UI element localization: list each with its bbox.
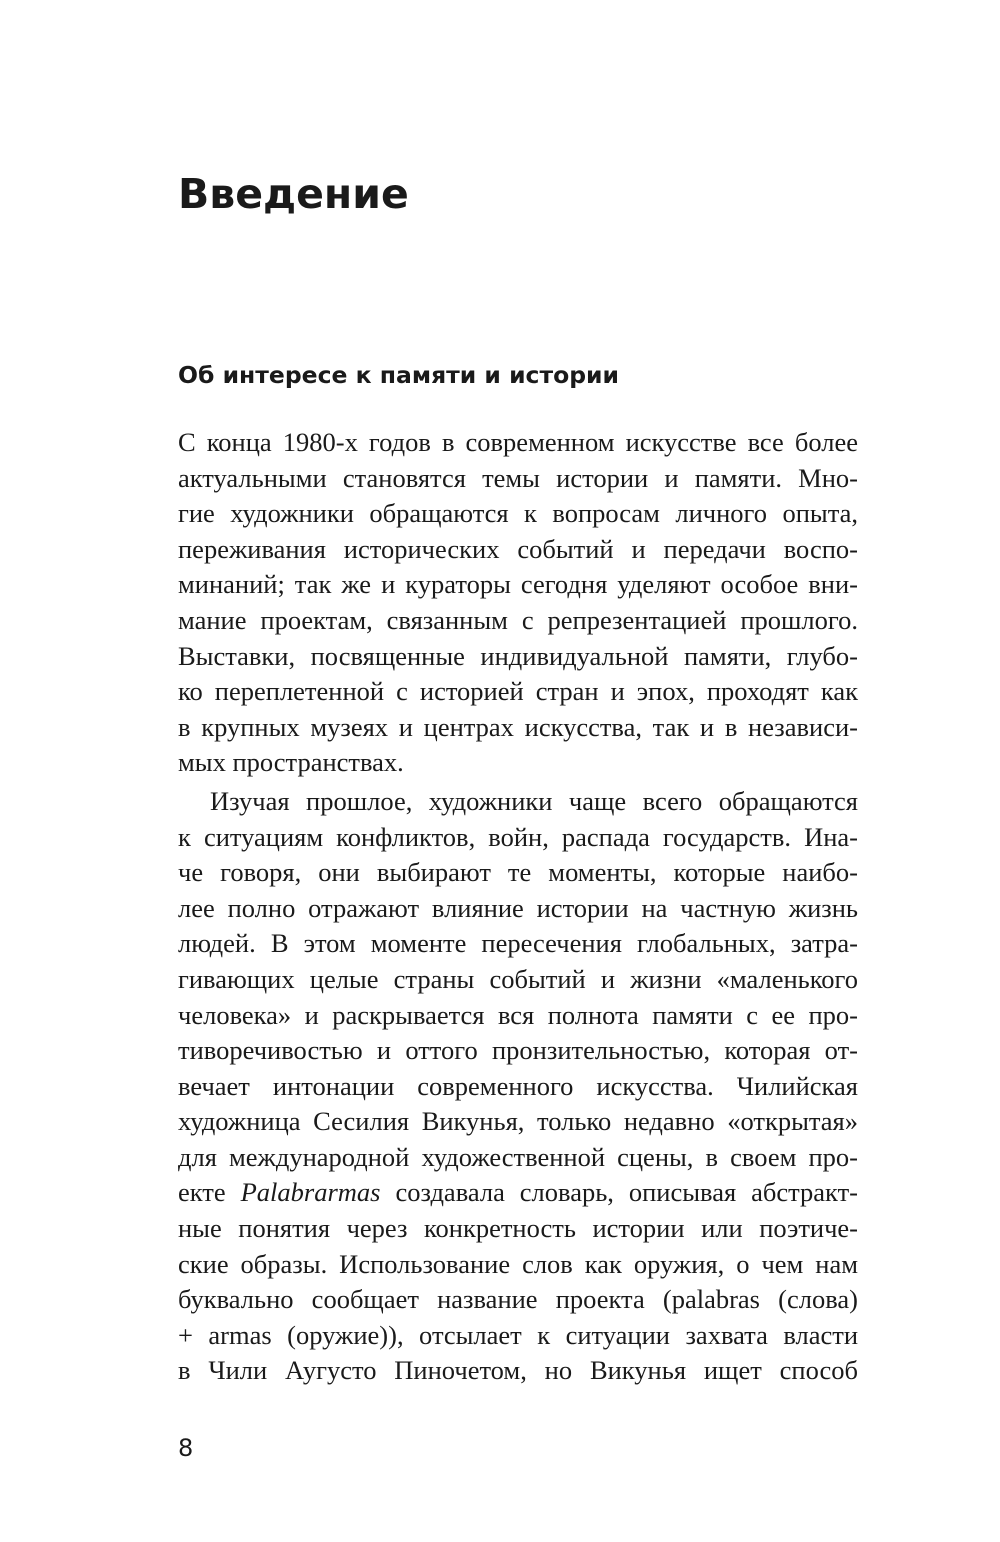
paragraph-2: [178, 784, 858, 1389]
text-line: в Чили Аугусто Пиночетом, но Викунья ищет способ: [178, 1355, 858, 1386]
text-line: переживания исторических событий и передачи воспо-: [178, 533, 858, 564]
page-number: 8: [178, 1434, 194, 1462]
body-text: [178, 425, 858, 1389]
text-line: людей. В этом моменте пересечения глобальных, затра-: [178, 928, 858, 959]
project-title-italic: Palabrarmas: [240, 1177, 381, 1208]
text-line: буквально сообщает название проекта (palabras (слова): [178, 1284, 858, 1315]
text-segment: создавала словарь, описывая абстракт-: [380, 1177, 858, 1208]
chapter-title: Введение: [178, 170, 409, 218]
text-line: лее полно отражают влияние истории на частную жизнь: [178, 892, 858, 923]
text-line: ные понятия через конкретность истории или поэтиче-: [178, 1213, 858, 1244]
section-title: Об интересе к памяти и истории: [178, 361, 619, 389]
text-line: для международной художественной сцены, в своем про-: [178, 1141, 858, 1172]
text-line: актуальными становятся темы истории и памяти. Мно-: [178, 462, 858, 493]
text-line: ские образы. Использование слов как оружия, о чем нам: [178, 1248, 858, 1279]
text-line: в крупных музеях и центрах искусства, так и в независи-: [178, 711, 858, 742]
text-line: человека» и раскрывается вся полнота памяти с ее про-: [178, 999, 858, 1030]
paragraph-1: [178, 425, 858, 781]
text-line: че говоря, они выбирают те моменты, которые наибо-: [178, 857, 858, 888]
text-line: Изучая прошлое, художники чаще всего обращаются: [210, 785, 858, 816]
text-line: гивающих целые страны событий и жизни «маленького: [178, 963, 858, 994]
text-line: гие художники обращаются к вопросам личного опыта,: [178, 498, 858, 529]
text-line: к ситуациям конфликтов, войн, распада государств. Ина-: [178, 821, 858, 852]
text-line: + armas (оружие)), отсылает к ситуации захвата власти: [178, 1319, 858, 1350]
text-segment: екте: [178, 1177, 241, 1208]
text-line: ко переплетенной с историей стран и эпох, проходят как: [178, 676, 858, 707]
text-line: Выставки, посвященные индивидуальной памяти, глубо-: [178, 640, 858, 671]
text-line: художница Сесилия Викунья, только недавно «открытая»: [178, 1106, 858, 1137]
text-line: вечает интонации современного искусства. Чилийская: [178, 1070, 858, 1101]
text-line-with-italic: [178, 1175, 858, 1211]
text-line: минаний; так же и кураторы сегодня уделяют особое вни-: [178, 569, 858, 600]
text-line: С конца 1980-х годов в современном искусстве все более: [178, 427, 858, 457]
text-line: тиворечивостью и оттого пронзительностью, которая от-: [178, 1035, 858, 1066]
text-line: мание проектам, связанным с репрезентацией прошлого.: [178, 604, 858, 635]
text-line: мых пространствах.: [178, 747, 404, 778]
